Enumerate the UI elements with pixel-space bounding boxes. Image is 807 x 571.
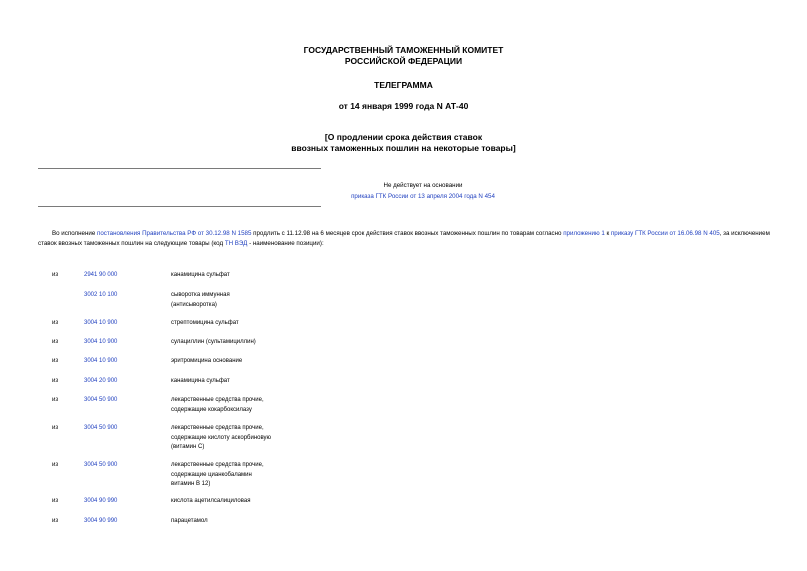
goods-prefix: из [52,339,59,345]
goods-code-link[interactable]: 3004 90 990 [84,498,118,504]
issuer-line-1: ГОСУДАРСТВЕННЫЙ ТАМОЖЕННЫЙ КОМИТЕТ [303,45,504,55]
body-text-5: - наименование позиции): [247,240,324,247]
body-paragraph [38,229,774,249]
goods-name [171,319,331,329]
goods-name-line: стрептомицина сульфат [171,320,239,326]
body-text-4: , за исключением ставок ввозных таможенных пошлин на следующие товары (код [38,230,770,247]
link-appendix-1[interactable]: приложению 1 [563,230,605,237]
goods-name-line: канамицина сульфат [171,272,230,278]
goods-prefix: из [52,397,59,403]
goods-name-line: витамин В 12) [171,481,211,487]
goods-code-link[interactable]: 3004 50 900 [84,462,118,468]
goods-prefix: из [52,320,59,326]
goods-name [171,357,331,367]
body-text-2: продлить с 11.12.98 на 6 месяцев срок действия ставок ввозных таможенных пошлин по товарам согласно [251,230,564,237]
goods-name-line: лекарственные средства прочие, [171,425,264,431]
goods-code-link[interactable]: 3004 10 900 [84,358,118,364]
goods-name [171,291,331,310]
goods-code-link[interactable]: 3004 50 900 [84,397,118,403]
goods-name [171,338,331,348]
goods-name-line: парацетамол [171,518,208,524]
goods-name-line: содержащие кислоту аскорбиновую [171,434,272,441]
goods-code-link[interactable]: 2941 90 000 [84,272,118,278]
status-notice-text: Не действует на основании [383,182,463,189]
goods-name-line: лекарственные средства прочие, [171,397,264,403]
goods-name-line: канамицина сульфат [171,378,230,384]
goods-name [171,461,331,490]
divider-top [38,168,321,169]
status-notice-link[interactable]: приказа ГТК России от 13 апреля 2004 года N 454 [351,193,495,200]
goods-name-line: содержащие кокарбоксилазу [171,406,252,413]
document-type: ТЕЛЕГРАММА [374,80,433,90]
goods-prefix: из [52,498,59,504]
goods-name-line: (антисыворотка) [171,301,217,308]
goods-code-link[interactable]: 3004 10 900 [84,320,118,326]
issuer-line-2: РОССИЙСКОЙ ФЕДЕРАЦИИ [344,56,463,66]
goods-name-line: лекарственные средства прочие, [171,462,264,468]
goods-prefix: из [52,358,59,364]
status-notice [323,180,523,202]
subject-line-1: [О продлении срока действия ставок [324,132,483,142]
goods-prefix: из [52,462,59,468]
divider-bottom [38,206,321,207]
goods-name-line: эритромицина основание [171,358,243,364]
goods-name-line: (витамин С) [171,444,205,450]
goods-prefix: из [52,378,59,384]
goods-name [171,424,331,453]
goods-name-line: содержащие цианкобаламин [171,471,252,478]
goods-name [171,497,331,507]
goods-code-link[interactable]: 3002 10 100 [84,292,118,298]
goods-name [171,396,331,415]
goods-name-line: кислота ацетилсалициловая [171,498,251,504]
goods-name [171,517,331,527]
document-date-number: от 14 января 1999 года N АТ-40 [338,101,469,111]
goods-code-link[interactable]: 3004 50 900 [84,425,118,431]
goods-prefix: из [52,425,59,431]
goods-code-link[interactable]: 3004 90 990 [84,518,118,524]
goods-prefix: из [52,518,59,524]
body-text-1: Во исполнение [52,230,97,237]
goods-name-line: сыворотка иммунная [171,292,230,298]
body-text-3: к [604,230,611,237]
goods-name [171,271,331,281]
link-tn-ved[interactable]: ТН ВЭД [224,240,248,247]
goods-name [171,377,331,387]
goods-code-link[interactable]: 3004 20 900 [84,378,118,384]
link-gtk-order[interactable]: приказу ГТК России от 16.06.98 N 405 [610,230,720,237]
link-government-decree[interactable]: постановления Правительства РФ от 30.12.98 N 1585 [97,230,252,237]
goods-name-line: сулациллин (сультамициллин) [171,339,256,345]
goods-prefix: из [52,272,59,278]
goods-code-link[interactable]: 3004 10 900 [84,339,118,345]
subject-line-2: ввозных таможенных пошлин на некоторые товары] [291,143,516,153]
